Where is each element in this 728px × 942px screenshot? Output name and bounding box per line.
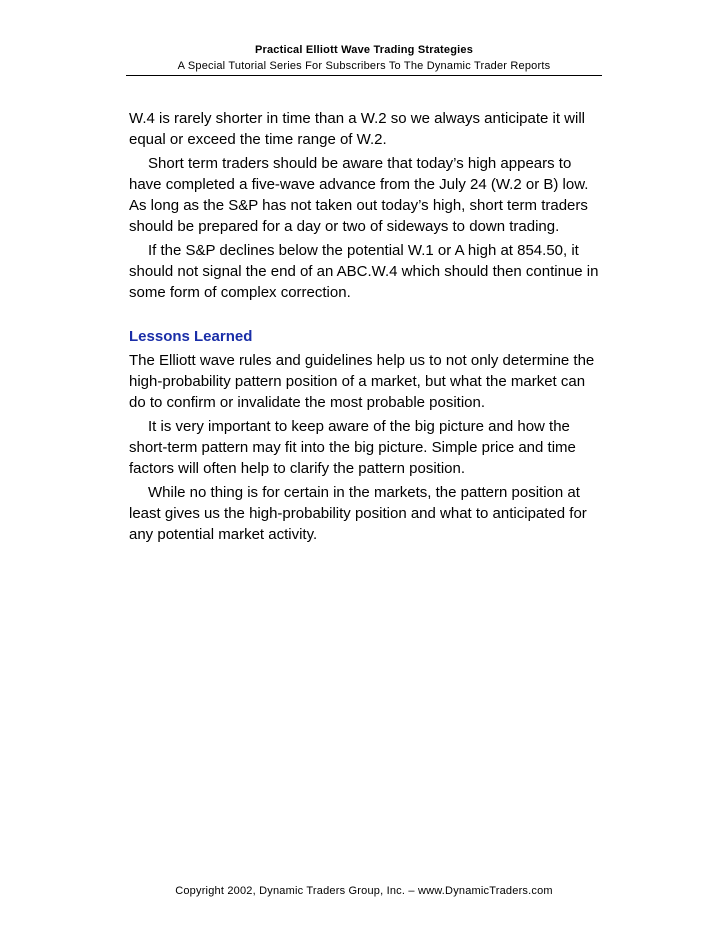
body-paragraph-3: If the S&P declines below the potential W.1 or A high at 854.50, it should not signal the end of an ABC.W.4 which should then continue in some form of complex correction. [129,242,599,301]
header-divider [126,75,602,76]
header-title: Practical Elliott Wave Trading Strategies [254,44,474,56]
lessons-paragraph-1: The Elliott wave rules and guidelines help us to not only determine the high-probability pattern position of a market, but what the market can do to confirm or invalidate the most probable position. [129,352,595,411]
page-footer: Copyright 2002, Dynamic Traders Group, Inc. – www.DynamicTraders.com [175,885,553,897]
page-header [126,42,602,74]
lessons-paragraph-3: While no thing is for certain in the markets, the pattern position at least gives us the high-probability position and what to anticipated for any potential market activity. [129,484,587,543]
section-heading-lessons-learned: Lessons Learned [129,328,253,345]
body-paragraph-2: Short term traders should be aware that today’s high appears to have completed a five-wave advance from the July 24 (W.2 or B) low. As long as the S&P has not taken out today’s high, short term traders should be prepared for a day or two of sideways to down trading. [129,155,589,235]
header-subtitle: A Special Tutorial Series For Subscribers To The Dynamic Trader Reports [177,60,551,72]
lessons-paragraph-2: It is very important to keep aware of the big picture and how the short-term pattern may fit into the big picture. Simple price and time factors will often help to clarify the pattern position. [129,418,576,477]
body-paragraph-1: W.4 is rarely shorter in time than a W.2 so we always anticipate it will equal or exceed the time range of W.2. [129,110,586,148]
document-body [129,108,599,545]
